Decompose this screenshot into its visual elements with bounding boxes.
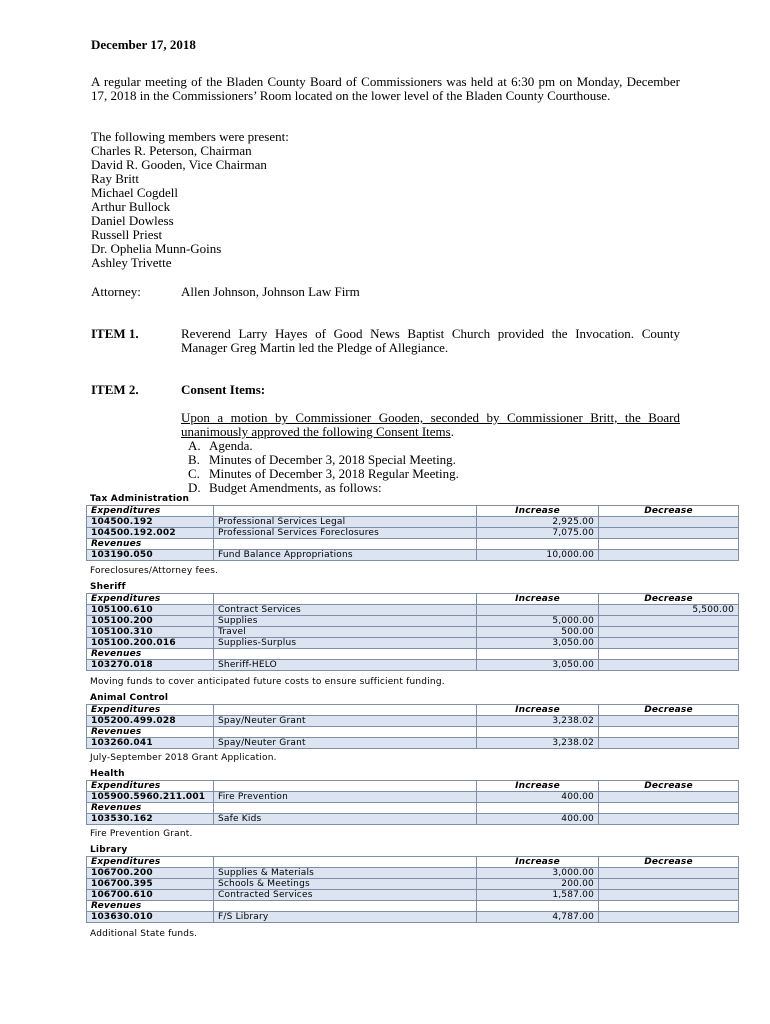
table-header-row: Expenditures Increase Decrease bbox=[87, 594, 739, 605]
table-row: 103270.018 Sheriff-HELO 3,050.00 bbox=[87, 660, 739, 671]
table-row: 104500.192.002 Professional Services Foreclosures 7,075.00 bbox=[87, 528, 739, 539]
member-name: Russell Priest bbox=[91, 227, 163, 242]
dept-title-health: Health bbox=[90, 769, 125, 779]
table-row: 105100.200.016 Supplies-Surplus 3,050.00 bbox=[87, 638, 739, 649]
consent-item: C. Minutes of December 3, 2018 Regular Meeting. bbox=[188, 466, 459, 481]
note-animal: July-September 2018 Grant Application. bbox=[90, 753, 277, 763]
consent-item: A. Agenda. bbox=[188, 438, 253, 453]
member-name: Charles R. Peterson, Chairman bbox=[91, 143, 252, 158]
table-row: 103530.162 Safe Kids 400.00 bbox=[87, 814, 739, 825]
table-header-row: Expenditures Increase Decrease bbox=[87, 506, 739, 517]
budget-table-health bbox=[86, 780, 739, 825]
table-row: 105100.310 Travel 500.00 bbox=[87, 627, 739, 638]
note-tax: Foreclosures/Attorney fees. bbox=[90, 566, 219, 576]
table-row: 106700.200 Supplies & Materials 3,000.00 bbox=[87, 868, 739, 879]
consent-item: B. Minutes of December 3, 2018 Special Meeting. bbox=[188, 452, 456, 467]
meeting-date: December 17, 2018 bbox=[91, 37, 196, 52]
table-row: 103260.041 Spay/Neuter Grant 3,238.02 bbox=[87, 738, 739, 749]
note-health: Fire Prevention Grant. bbox=[90, 829, 193, 839]
item2-motion bbox=[181, 411, 680, 495]
member-name: Michael Cogdell bbox=[91, 185, 179, 200]
table-row: 106700.395 Schools & Meetings 200.00 bbox=[87, 879, 739, 890]
table-header-row: Expenditures Increase Decrease bbox=[87, 705, 739, 716]
attorney-row bbox=[91, 285, 141, 299]
table-header-row: Expenditures Increase Decrease bbox=[87, 781, 739, 792]
item2-title: Consent Items: bbox=[181, 382, 266, 397]
motion-end: . bbox=[450, 424, 454, 439]
member-name: Dr. Ophelia Munn-Goins bbox=[91, 241, 222, 256]
table-row: 103190.050 Fund Balance Appropriations 10,000.00 bbox=[87, 550, 739, 561]
table-subheader-row: Revenues bbox=[87, 901, 739, 912]
item2-label: ITEM 2. bbox=[91, 382, 139, 397]
member-name: David R. Gooden, Vice Chairman bbox=[91, 157, 267, 172]
table-row: 105200.499.028 Spay/Neuter Grant 3,238.02 bbox=[87, 716, 739, 727]
member-name: Ray Britt bbox=[91, 171, 140, 186]
note-sheriff: Moving funds to cover anticipated future costs to ensure sufficient funding. bbox=[90, 677, 445, 687]
table-row: 105100.610 Contract Services 5,500.00 bbox=[87, 605, 739, 616]
motion-text: Upon a motion by Commissioner Gooden, seconded by Commissioner Britt, the Board unanimously approved the following Consent Items bbox=[181, 410, 680, 439]
table-row: 105900.5960.211.001 Fire Prevention 400.00 bbox=[87, 792, 739, 803]
table-subheader-row: Revenues bbox=[87, 649, 739, 660]
members-heading: The following members were present: bbox=[91, 129, 289, 144]
member-name: Ashley Trivette bbox=[91, 255, 172, 270]
table-subheader-row: Revenues bbox=[87, 727, 739, 738]
dept-title-sheriff: Sheriff bbox=[90, 582, 126, 592]
note-library: Additional State funds. bbox=[90, 929, 198, 939]
member-name: Daniel Dowless bbox=[91, 213, 174, 228]
dept-title-tax: Tax Administration bbox=[90, 494, 190, 504]
table-row: 103630.010 F/S Library 4,787.00 bbox=[87, 912, 739, 923]
table-row: 104500.192 Professional Services Legal 2,925.00 bbox=[87, 517, 739, 528]
dept-title-library: Library bbox=[90, 845, 128, 855]
table-subheader-row: Revenues bbox=[87, 539, 739, 550]
budget-table-animal bbox=[86, 704, 739, 749]
attorney-label: Attorney: bbox=[91, 284, 141, 299]
table-header-row: Expenditures Increase Decrease bbox=[87, 857, 739, 868]
budget-table-sheriff bbox=[86, 593, 739, 671]
budget-table-tax bbox=[86, 505, 739, 561]
dept-title-animal: Animal Control bbox=[90, 693, 169, 703]
table-row: 106700.610 Contracted Services 1,587.00 bbox=[87, 890, 739, 901]
table-row: 105100.200 Supplies 5,000.00 bbox=[87, 616, 739, 627]
budget-table-library bbox=[86, 856, 739, 923]
consent-list bbox=[181, 439, 680, 495]
item1-label: ITEM 1. bbox=[91, 326, 139, 341]
item1-text: Reverend Larry Hayes of Good News Baptist Church provided the Invocation. County Manager Greg Martin led the Pledge of Allegiance. bbox=[181, 326, 680, 355]
attorney-value: Allen Johnson, Johnson Law Firm bbox=[181, 284, 360, 299]
intro-paragraph: A regular meeting of the Bladen County Board of Commissioners was held at 6:30 pm on Monday, December 17, 2018 in the Commissioners’ Room located on the lower level of the Bladen County Courthouse. bbox=[91, 74, 680, 103]
consent-item: D. Budget Amendments, as follows: bbox=[188, 480, 382, 495]
members-present bbox=[91, 130, 680, 270]
table-subheader-row: Revenues bbox=[87, 803, 739, 814]
member-name: Arthur Bullock bbox=[91, 199, 171, 214]
